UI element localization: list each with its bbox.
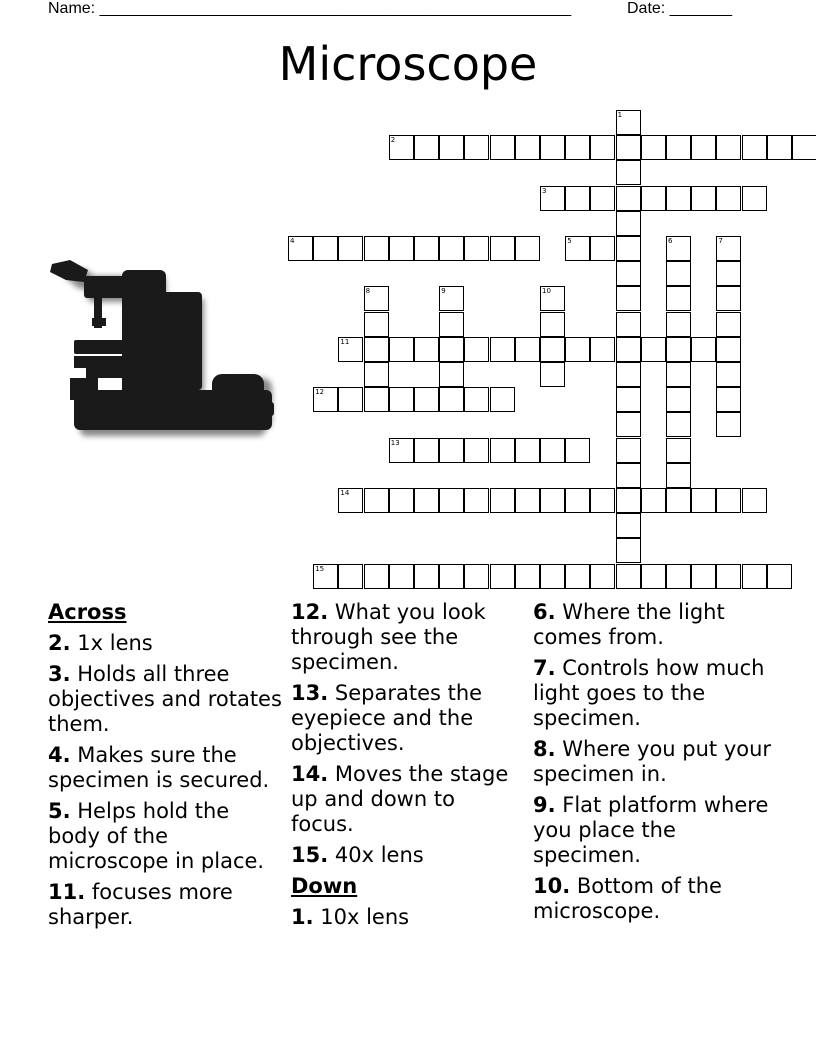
grid-cell[interactable] xyxy=(691,337,716,362)
grid-cell[interactable] xyxy=(590,564,615,589)
grid-cell[interactable] xyxy=(767,135,792,160)
grid-cell[interactable] xyxy=(565,438,590,463)
clue-item xyxy=(533,656,773,731)
grid-cell[interactable] xyxy=(565,186,590,211)
microscope-illustration xyxy=(44,252,284,442)
grid-cell[interactable] xyxy=(414,337,439,362)
grid-cell[interactable] xyxy=(464,387,489,412)
grid-cell[interactable] xyxy=(490,488,515,513)
grid-cell[interactable] xyxy=(616,564,641,589)
across-heading: Across xyxy=(48,600,127,624)
grid-cell[interactable] xyxy=(439,488,464,513)
grid-cell[interactable] xyxy=(338,337,363,362)
name-line: Name: _____________________________________________________ xyxy=(48,0,572,17)
grid-cell[interactable] xyxy=(464,438,489,463)
clue-text: 10x lens xyxy=(313,905,410,929)
grid-cell[interactable] xyxy=(742,488,767,513)
grid-cell[interactable] xyxy=(414,135,439,160)
grid-cell[interactable] xyxy=(490,135,515,160)
grid-cell[interactable] xyxy=(590,488,615,513)
grid-cell[interactable] xyxy=(439,362,464,387)
clue-number: 15 xyxy=(315,564,325,573)
grid-cell[interactable] xyxy=(490,438,515,463)
grid-cell[interactable] xyxy=(666,312,691,337)
clue-number: 1. xyxy=(291,905,314,929)
clue-item xyxy=(291,681,523,756)
grid-cell[interactable] xyxy=(742,186,767,211)
grid-cell[interactable] xyxy=(490,387,515,412)
grid-cell[interactable] xyxy=(590,337,615,362)
grid-cell[interactable] xyxy=(742,564,767,589)
grid-cell[interactable] xyxy=(666,286,691,311)
clue-number: 7 xyxy=(718,237,723,245)
grid-cell[interactable] xyxy=(540,488,565,513)
grid-cell[interactable] xyxy=(414,438,439,463)
date-line: Date: _______ xyxy=(627,0,732,17)
grid-cell[interactable] xyxy=(641,488,666,513)
grid-cell[interactable] xyxy=(666,236,691,261)
grid-cell[interactable] xyxy=(590,135,615,160)
clue-number: 5. xyxy=(48,799,71,823)
grid-cell[interactable] xyxy=(666,412,691,437)
clue-text: Holds all three objectives and rotates them. xyxy=(48,662,282,736)
grid-cell[interactable] xyxy=(565,564,590,589)
clue-item xyxy=(291,762,523,837)
grid-cell[interactable] xyxy=(666,438,691,463)
grid-cell[interactable] xyxy=(338,387,363,412)
clue-text: Where you put your specimen in. xyxy=(533,737,772,786)
grid-cell[interactable] xyxy=(716,362,741,387)
clue-number: 2 xyxy=(390,136,396,145)
grid-cell[interactable] xyxy=(666,463,691,488)
clue-number: 6. xyxy=(533,600,556,624)
clue-number: 11 xyxy=(340,337,350,346)
grid-cell[interactable] xyxy=(288,236,313,261)
grid-cell[interactable] xyxy=(439,286,464,311)
grid-cell[interactable] xyxy=(439,337,464,362)
grid-cell[interactable] xyxy=(364,312,389,337)
clue-text: Bottom of the microscope. xyxy=(533,874,722,923)
grid-cell[interactable] xyxy=(641,186,666,211)
grid-cell[interactable] xyxy=(490,236,515,261)
grid-cell[interactable] xyxy=(590,236,615,261)
grid-cell[interactable] xyxy=(313,387,338,412)
clue-number: 14 xyxy=(340,489,350,497)
down-heading: Down xyxy=(291,874,358,898)
grid-cell[interactable] xyxy=(515,488,540,513)
clue-number: 5 xyxy=(567,237,572,245)
clue-number: 9. xyxy=(533,793,556,817)
clue-number: 11. xyxy=(48,880,86,904)
grid-cell[interactable] xyxy=(540,564,565,589)
clue-number: 4 xyxy=(290,237,295,245)
clue-item xyxy=(533,874,773,924)
clue-number: 13 xyxy=(390,438,400,447)
grid-cell[interactable] xyxy=(616,312,641,337)
grid-cell[interactable] xyxy=(742,135,767,160)
clue-column-3 xyxy=(533,600,773,930)
grid-cell[interactable] xyxy=(716,135,741,160)
clue-number: 10. xyxy=(533,874,571,898)
grid-cell[interactable] xyxy=(313,236,338,261)
grid-cell[interactable] xyxy=(515,236,540,261)
grid-cell[interactable] xyxy=(616,538,641,563)
clue-number: 4. xyxy=(48,743,71,767)
clue-number: 12. xyxy=(291,600,329,624)
clue-text: Flat platform where you place the specimen. xyxy=(533,793,769,867)
grid-cell[interactable] xyxy=(616,337,641,362)
grid-cell[interactable] xyxy=(616,211,641,236)
grid-cell[interactable] xyxy=(616,387,641,412)
grid-cell[interactable] xyxy=(414,236,439,261)
clue-text: focuses more sharper. xyxy=(48,880,233,929)
clue-number: 14. xyxy=(291,762,329,786)
grid-cell[interactable] xyxy=(565,337,590,362)
clue-text: Helps hold the body of the microscope in place. xyxy=(48,799,265,873)
clue-text: Makes sure the specimen is secured. xyxy=(48,743,270,792)
grid-cell[interactable] xyxy=(716,312,741,337)
clue-column-2 xyxy=(291,600,523,936)
grid-cell[interactable] xyxy=(313,564,338,589)
grid-cell[interactable] xyxy=(716,261,741,286)
grid-cell[interactable] xyxy=(641,564,666,589)
clue-text: Moves the stage up and down to focus. xyxy=(291,762,509,836)
grid-cell[interactable] xyxy=(490,337,515,362)
grid-cell[interactable] xyxy=(666,488,691,513)
grid-cell[interactable] xyxy=(616,286,641,311)
grid-cell[interactable] xyxy=(716,412,741,437)
page-title: Microscope xyxy=(278,37,538,91)
grid-cell[interactable] xyxy=(616,513,641,538)
grid-cell[interactable] xyxy=(565,236,590,261)
grid-cell[interactable] xyxy=(364,387,389,412)
grid-cell[interactable] xyxy=(389,135,414,160)
grid-cell[interactable] xyxy=(716,564,741,589)
grid-cell[interactable] xyxy=(616,135,641,160)
grid-cell[interactable] xyxy=(716,186,741,211)
clue-number: 1 xyxy=(617,111,623,119)
grid-cell[interactable] xyxy=(439,312,464,337)
clue-text: Where the light comes from. xyxy=(533,600,725,649)
grid-cell[interactable] xyxy=(464,236,489,261)
clue-number: 9 xyxy=(441,287,446,296)
clue-number: 10 xyxy=(542,287,551,296)
grid-cell[interactable] xyxy=(666,337,691,362)
grid-cell[interactable] xyxy=(616,362,641,387)
grid-cell[interactable] xyxy=(616,186,641,211)
grid-cell[interactable] xyxy=(616,110,641,135)
grid-cell[interactable] xyxy=(767,564,792,589)
grid-cell[interactable] xyxy=(616,412,641,437)
grid-cell[interactable] xyxy=(666,261,691,286)
grid-cell[interactable] xyxy=(389,488,414,513)
clue-item xyxy=(48,743,283,793)
grid-cell[interactable] xyxy=(590,186,615,211)
grid-cell[interactable] xyxy=(691,488,716,513)
grid-cell[interactable] xyxy=(414,564,439,589)
clue-number: 8. xyxy=(533,737,556,761)
grid-cell[interactable] xyxy=(364,564,389,589)
grid-cell[interactable] xyxy=(439,387,464,412)
grid-cell[interactable] xyxy=(364,337,389,362)
grid-cell[interactable] xyxy=(666,186,691,211)
grid-cell[interactable] xyxy=(364,236,389,261)
grid-cell[interactable] xyxy=(691,564,716,589)
grid-cell[interactable] xyxy=(616,160,641,185)
grid-cell[interactable] xyxy=(515,564,540,589)
grid-cell[interactable] xyxy=(389,236,414,261)
grid-cell[interactable] xyxy=(490,564,515,589)
grid-cell[interactable] xyxy=(364,488,389,513)
grid-cell[interactable] xyxy=(641,337,666,362)
grid-cell[interactable] xyxy=(464,488,489,513)
grid-cell[interactable] xyxy=(389,438,414,463)
grid-cell[interactable] xyxy=(616,488,641,513)
grid-cell[interactable] xyxy=(540,438,565,463)
grid-cell[interactable] xyxy=(666,564,691,589)
grid-cell[interactable] xyxy=(666,387,691,412)
clue-item xyxy=(533,737,773,787)
grid-cell[interactable] xyxy=(338,236,363,261)
grid-cell[interactable] xyxy=(565,488,590,513)
clue-text: Controls how much light goes to the specimen. xyxy=(533,656,765,730)
grid-cell[interactable] xyxy=(439,236,464,261)
clue-column-1 xyxy=(48,600,283,936)
clue-item xyxy=(48,799,283,874)
grid-cell[interactable] xyxy=(616,261,641,286)
grid-cell[interactable] xyxy=(616,438,641,463)
grid-cell[interactable] xyxy=(414,488,439,513)
clue-number: 6 xyxy=(668,237,673,245)
grid-cell[interactable] xyxy=(540,286,565,311)
clue-item xyxy=(291,843,523,868)
grid-cell[interactable] xyxy=(464,337,489,362)
clue-item xyxy=(533,600,773,650)
grid-cell[interactable] xyxy=(389,337,414,362)
grid-cell[interactable] xyxy=(540,312,565,337)
clue-number: 12 xyxy=(315,388,325,397)
grid-cell[interactable] xyxy=(716,387,741,412)
grid-cell[interactable] xyxy=(389,564,414,589)
clue-text: What you look through see the specimen. xyxy=(291,600,486,674)
grid-cell[interactable] xyxy=(338,488,363,513)
clue-text: 1x lens xyxy=(70,631,153,655)
grid-cell[interactable] xyxy=(616,463,641,488)
grid-cell[interactable] xyxy=(439,135,464,160)
grid-cell[interactable] xyxy=(464,564,489,589)
grid-cell[interactable] xyxy=(565,135,590,160)
grid-cell[interactable] xyxy=(439,564,464,589)
grid-cell[interactable] xyxy=(666,135,691,160)
grid-cell[interactable] xyxy=(364,362,389,387)
clue-text: 40x lens xyxy=(328,843,424,867)
clue-item xyxy=(291,905,523,930)
grid-cell[interactable] xyxy=(464,135,489,160)
clue-number: 2. xyxy=(48,631,71,655)
clue-item xyxy=(48,631,283,656)
grid-cell[interactable] xyxy=(414,387,439,412)
grid-cell[interactable] xyxy=(716,488,741,513)
grid-cell[interactable] xyxy=(792,135,816,160)
clue-text: Separates the eyepiece and the objectives. xyxy=(291,681,483,755)
grid-cell[interactable] xyxy=(364,286,389,311)
grid-cell[interactable] xyxy=(691,135,716,160)
grid-cell[interactable] xyxy=(716,236,741,261)
clue-number: 15. xyxy=(291,843,329,867)
grid-cell[interactable] xyxy=(540,135,565,160)
grid-cell[interactable] xyxy=(666,362,691,387)
clue-number: 3 xyxy=(542,186,547,195)
grid-cell[interactable] xyxy=(716,286,741,311)
grid-cell[interactable] xyxy=(439,438,464,463)
grid-cell[interactable] xyxy=(389,387,414,412)
clue-item xyxy=(533,793,773,868)
grid-cell[interactable] xyxy=(515,337,540,362)
grid-cell[interactable] xyxy=(616,236,641,261)
clue-item xyxy=(48,880,283,930)
grid-cell[interactable] xyxy=(641,135,666,160)
clue-number: 13. xyxy=(291,681,329,705)
grid-cell[interactable] xyxy=(540,362,565,387)
grid-cell[interactable] xyxy=(716,337,741,362)
clue-item xyxy=(48,662,283,737)
clue-item xyxy=(291,600,523,675)
grid-cell[interactable] xyxy=(540,337,565,362)
grid-cell[interactable] xyxy=(515,438,540,463)
clue-number: 8 xyxy=(365,287,371,296)
grid-cell[interactable] xyxy=(338,564,363,589)
grid-cell[interactable] xyxy=(540,186,565,211)
grid-cell[interactable] xyxy=(691,186,716,211)
grid-cell[interactable] xyxy=(515,135,540,160)
clue-number: 3. xyxy=(48,662,71,686)
clue-number: 7. xyxy=(533,656,556,680)
